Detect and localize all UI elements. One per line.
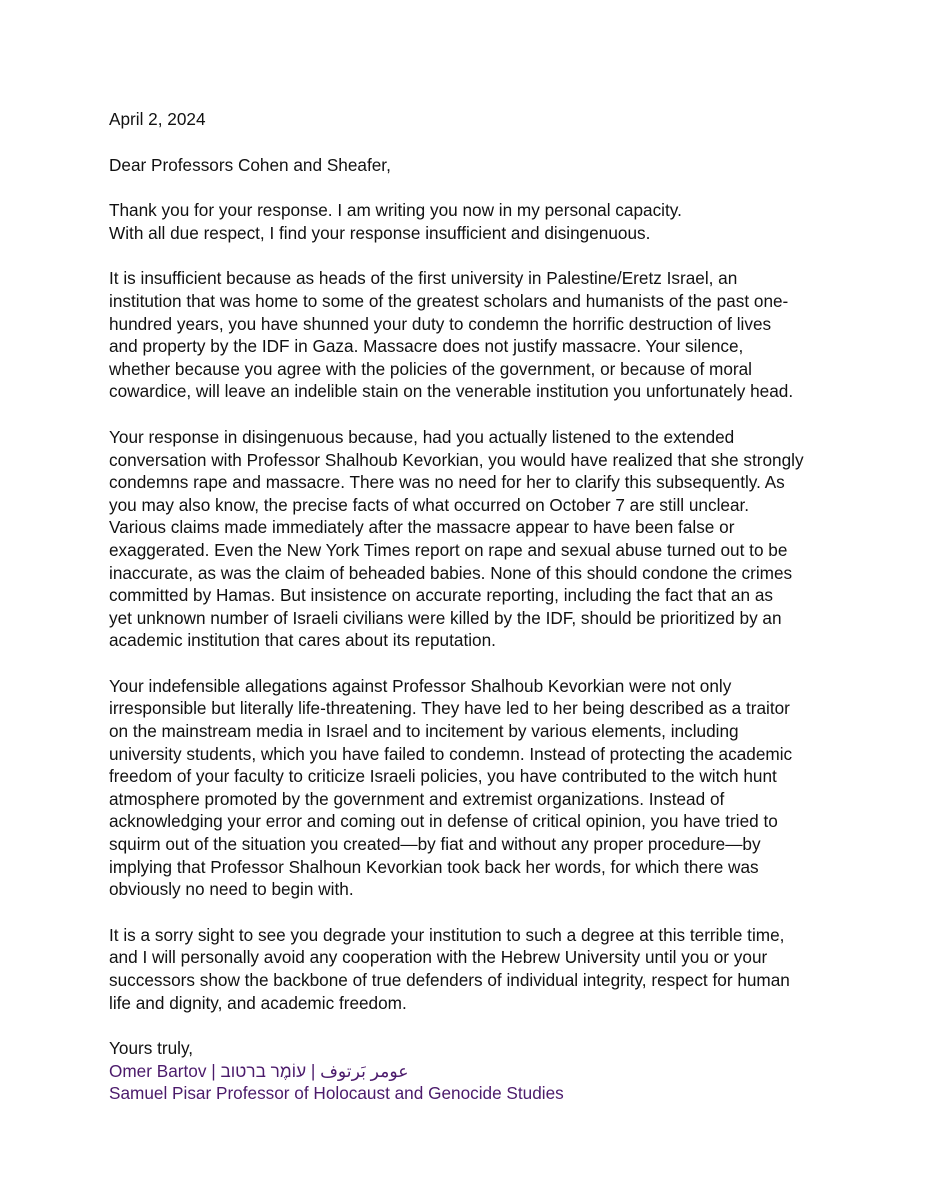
paragraph-line: Various claims made immediately after the massacre appear to have been false or <box>109 517 735 538</box>
paragraph-line: freedom of your faculty to criticize Israeli policies, you have contributed to the witch hunt <box>109 766 777 787</box>
paragraph-line: life and dignity, and academic freedom. <box>109 992 407 1013</box>
paragraph-line: irresponsible but literally life-threatening. They have led to her being described as a traitor <box>109 698 790 719</box>
paragraph-line: exaggerated. Even the New York Times report on rape and sexual abuse turned out to be <box>109 539 788 560</box>
letter <box>109 108 849 1105</box>
paragraph-line: on the mainstream media in Israel and to incitement by various elements, including <box>109 721 739 742</box>
letter-date: April 2, 2024 <box>109 109 206 129</box>
paragraph-line: yet unknown number of Israeli civilians were killed by the IDF, should be prioritized by an <box>109 607 782 628</box>
paragraph-line: acknowledging your error and coming out in defense of critical opinion, you have tried to <box>109 811 778 832</box>
paragraph-line: you may also know, the precise facts of what occurred on October 7 are still unclear. <box>109 494 750 515</box>
paragraph-line: Thank you for your response. I am writing you now in my personal capacity. <box>109 200 682 221</box>
paragraph-line: conversation with Professor Shalhoub Kevorkian, you would have realized that she strongly <box>109 449 804 470</box>
paragraph-2 <box>109 267 849 403</box>
paragraph-line: Your response in disingenuous because, had you actually listened to the extended <box>109 426 735 447</box>
paragraph-line: and I will personally avoid any cooperation with the Hebrew University until you or your <box>109 947 768 968</box>
paragraph-line: hundred years, you have shunned your duty to condemn the horrific destruction of lives <box>109 313 772 334</box>
paragraph-line: Your indefensible allegations against Professor Shalhoub Kevorkian were not only <box>109 675 732 696</box>
paragraph-line: It is insufficient because as heads of the first university in Palestine/Eretz Israel, an <box>109 268 738 289</box>
paragraph-line: and property by the IDF in Gaza. Massacre does not justify massacre. Your silence, <box>109 336 744 357</box>
paragraph-4 <box>109 675 849 901</box>
salutation: Dear Professors Cohen and Sheafer, <box>109 154 391 175</box>
paragraph-line: academic institution that cares about its reputation. <box>109 630 496 651</box>
paragraph-3 <box>109 426 849 652</box>
signature-name: Omer Bartov | عومر بَرتوف | עוֹמֶר ברטוב <box>109 1060 409 1081</box>
signature-title: Samuel Pisar Professor of Holocaust and Genocide Studies <box>109 1083 564 1104</box>
paragraph-line: cowardice, will leave an indelible stain on the venerable institution you unfortunately head. <box>109 381 794 402</box>
signature-block <box>109 1037 849 1105</box>
paragraph-line: It is a sorry sight to see you degrade your institution to such a degree at this terrible time, <box>109 924 785 945</box>
closing: Yours truly, <box>109 1038 194 1059</box>
paragraph-line: With all due respect, I find your response insufficient and disingenuous. <box>109 222 651 243</box>
paragraph-line: successors show the backbone of true defenders of individual integrity, respect for human <box>109 970 790 990</box>
paragraph-5 <box>109 924 849 1014</box>
paragraph-line: implying that Professor Shalhoun Kevorkian took back her words, for which there was <box>109 856 759 877</box>
paragraph-line: atmosphere promoted by the government and extremist organizations. Instead of <box>109 788 725 809</box>
paragraph-line: obviously no need to begin with. <box>109 879 354 900</box>
paragraph-line: committed by Hamas. But insistence on accurate reporting, including the fact that an as <box>109 585 773 606</box>
paragraph-line: university students, which you have failed to condemn. Instead of protecting the academic <box>109 743 793 764</box>
paragraph-line: whether because you agree with the policies of the government, or because of moral <box>109 358 752 379</box>
paragraph-1 <box>109 199 849 244</box>
paragraph-line: squirm out of the situation you created—by fiat and without any proper procedure—by <box>109 834 761 855</box>
paragraph-line: inaccurate, as was the claim of beheaded babies. None of this should condone the crimes <box>109 562 793 583</box>
paragraph-line: condemns rape and massacre. There was no need for her to clarify this subsequently. As <box>109 472 785 493</box>
paragraph-line: institution that was home to some of the greatest scholars and humanists of the past one- <box>109 290 789 311</box>
